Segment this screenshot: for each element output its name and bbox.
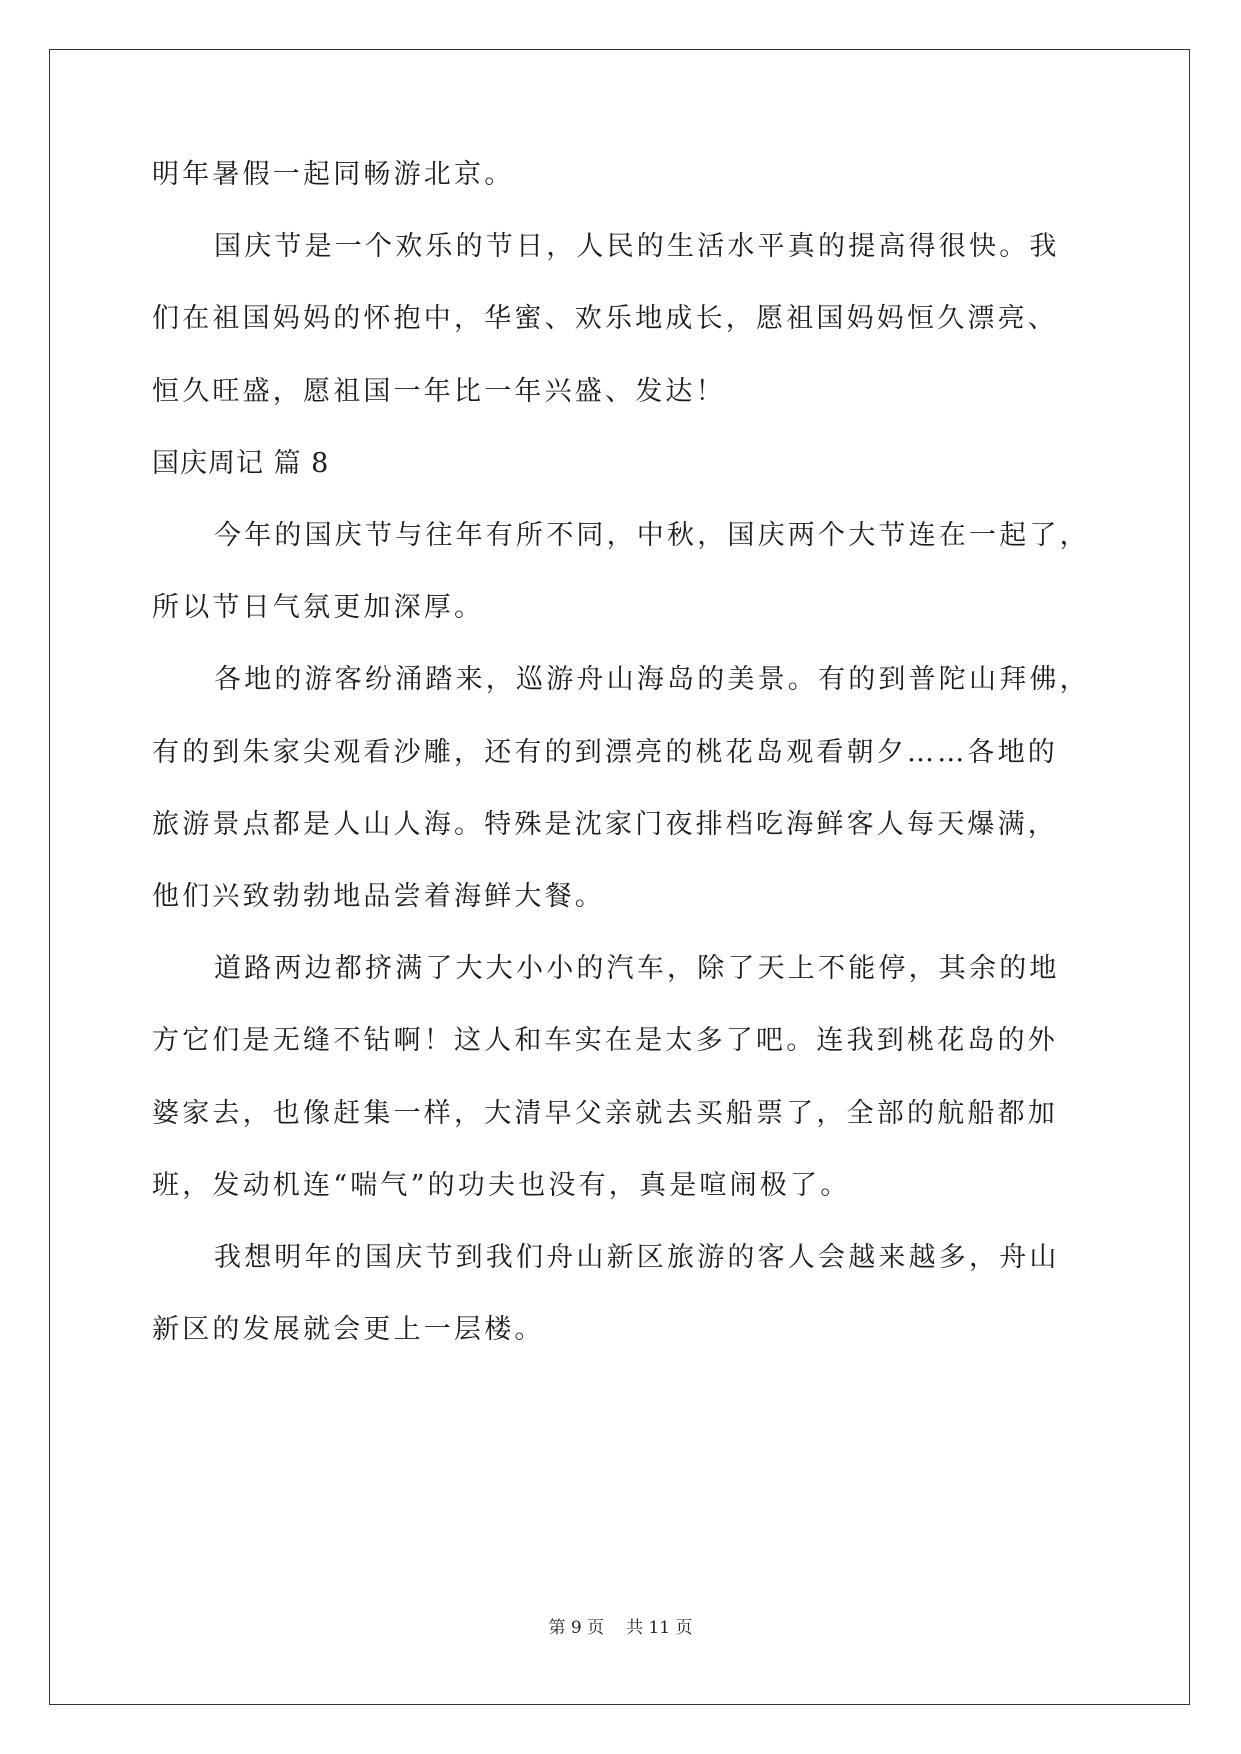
paragraph-line: 国庆节是一个欢乐的节日，人民的生活水平真的提高得很快。我	[214, 231, 1060, 262]
paragraph-line: 我想明年的国庆节到我们舟山新区旅游的客人会越来越多，舟山	[214, 1242, 1060, 1273]
paragraph-line: 今年的国庆节与往年有所不同，中秋，国庆两个大节连在一起了，	[214, 520, 1090, 551]
text-line: 有的到朱家尖观看沙雕，还有的到漂亮的桃花岛观看朝夕……各地的	[152, 737, 1058, 768]
text-line: 恒久旺盛，愿祖国一年比一年兴盛、发达！	[152, 376, 726, 407]
text-line: 明年暑假一起同畅游北京。	[152, 159, 515, 190]
text-line: 们在祖国妈妈的怀抱中，华蜜、欢乐地成长，愿祖国妈妈恒久漂亮、	[152, 303, 1058, 334]
text-line: 方它们是无缝不钻啊！这人和车实在是太多了吧。连我到桃花岛的外	[152, 1025, 1058, 1056]
text-line: 他们兴致勃勃地品尝着海鲜大餐。	[152, 881, 605, 912]
text-line: 婆家去，也像赶集一样，大清早父亲就去买船票了，全部的航船都加	[152, 1098, 1058, 1129]
text-line: 班，发动机连“喘气”的功夫也没有，真是喧闹极了。	[152, 1170, 851, 1201]
section-heading: 国庆周记 篇 8	[152, 448, 330, 479]
page-footer	[0, 1616, 1241, 1640]
text-line: 所以节日气氛更加深厚。	[152, 592, 485, 623]
page-number: 第 9 页	[548, 1618, 605, 1638]
paragraph-line: 道路两边都挤满了大大小小的汽车，除了天上不能停，其余的地	[214, 953, 1060, 984]
paragraph-line: 各地的游客纷涌踏来，巡游舟山海岛的美景。有的到普陀山拜佛，	[214, 664, 1090, 695]
text-line: 旅游景点都是人山人海。特殊是沈家门夜排档吃海鲜客人每天爆满，	[152, 809, 1058, 840]
text-line: 新区的发展就会更上一层楼。	[152, 1314, 545, 1345]
page-total: 共 11 页	[626, 1618, 693, 1638]
